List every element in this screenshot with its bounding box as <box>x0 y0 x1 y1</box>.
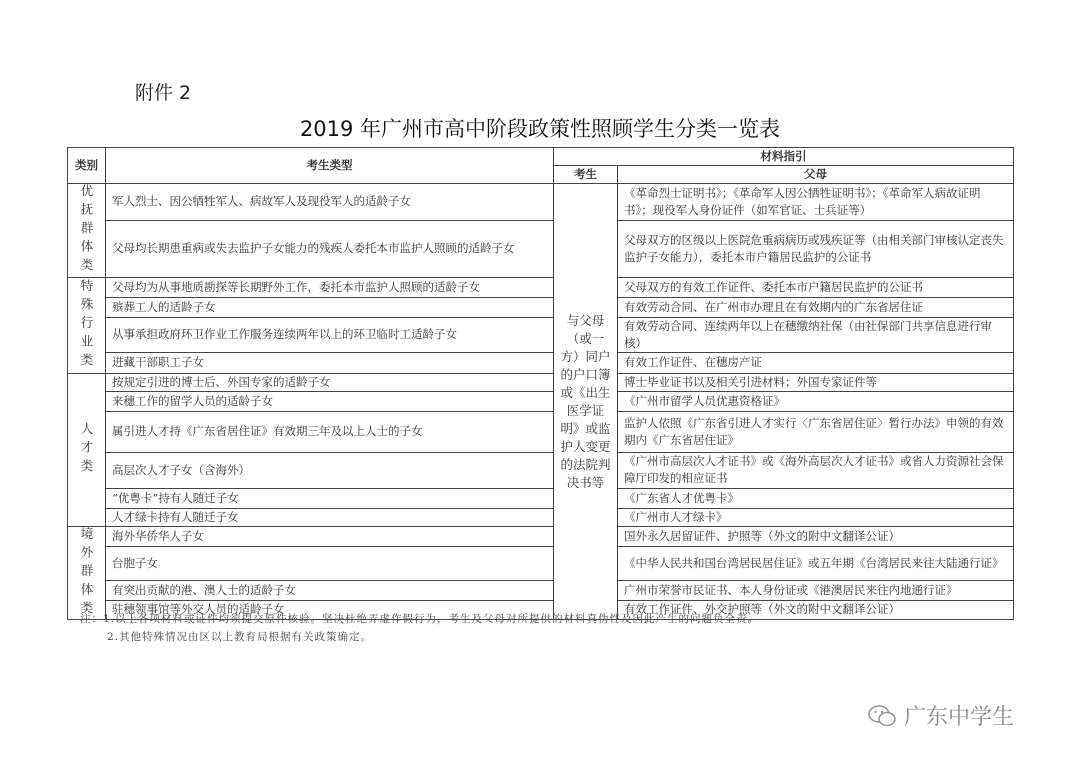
student-type-cell: 有突出贡献的港、澳人士的适龄子女 <box>106 580 554 600</box>
parent-materials-cell: 有效工作证件、在穗房产证 <box>618 352 1014 373</box>
parent-materials-cell: 有效劳动合同、连续两年以上在穗缴纳社保（由社保部门共享信息进行审核） <box>618 317 1014 352</box>
header-student: 考生 <box>554 166 618 184</box>
parent-materials-cell: 博士毕业证书以及相关引进材料；外国专家证件等 <box>618 373 1014 391</box>
table-row <box>68 411 1014 452</box>
student-type-cell: 父母均长期患重病或失去监护子女能力的残疾人委托本市监护人照顾的适龄子女 <box>106 220 554 277</box>
table-row <box>68 488 1014 508</box>
parent-materials-cell: 父母双方的有效工作证件、委托本市户籍居民监护的公证书 <box>618 277 1014 297</box>
table-row <box>68 526 1014 546</box>
student-type-cell: 按规定引进的博士后、外国专家的适龄子女 <box>106 373 554 391</box>
watermark-text: 广东中学生 <box>904 705 1015 730</box>
student-type-cell: 属引进人才持《广东省居住证》有效期三年及以上人士的子女 <box>106 411 554 452</box>
parent-materials-cell: 《中华人民共和国台湾居民居住证》或五年期《台湾居民来往大陆通行证》 <box>618 546 1014 580</box>
header-student-type: 考生类型 <box>106 148 554 184</box>
parent-materials-cell: 《广东省人才优粤卡》 <box>618 488 1014 508</box>
student-type-cell: 从事承担政府环卫作业工作服务连续两年以上的环卫临时工适龄子女 <box>106 317 554 352</box>
note-2: 2.其他特殊情况由区以上教育局根据有关政策确定。 <box>107 631 373 643</box>
parent-materials-cell: 《广州市人才绿卡》 <box>618 508 1014 526</box>
attachment-label: 附件 2 <box>135 82 192 104</box>
student-type-cell: 来穗工作的留学人员的适龄子女 <box>106 391 554 411</box>
student-type-cell: “优粤卡”持有人随迁子女 <box>106 488 554 508</box>
parent-materials-cell: 国外永久居留证件、护照等（外文的附中文翻译公证） <box>618 526 1014 546</box>
table-row <box>68 508 1014 526</box>
table-row <box>68 184 1014 221</box>
policy-table <box>67 147 1014 620</box>
header-parents: 父母 <box>618 166 1014 184</box>
table-row <box>68 580 1014 600</box>
parent-materials-cell: 父母双方的区级以上医院危重病病历或残疾证等（由相关部门审核认定丧失监护子女能力），委托本市户籍居民监护的公证书 <box>618 220 1014 277</box>
note-1: 注：1.以上各项材料或证件均须提交原件核验。坚决杜绝弄虚作假行为，考生及父母对所提供的材料真伪性及因此产生的问题负全责。 <box>80 613 760 625</box>
student-type-cell: 父母均为从事地质勘探等长期野外工作，委托本市监护人照顾的适龄子女 <box>106 277 554 297</box>
document-title: 2019 年广州市高中阶段政策性照顾学生分类一览表 <box>299 117 781 141</box>
table-row <box>68 352 1014 373</box>
student-type-cell: 驻穗领事馆等外交人员的适龄子女 <box>106 600 554 619</box>
parent-materials-cell: 有效劳动合同、在广州市办理且在有效期内的广东省居住证 <box>618 297 1014 317</box>
parent-materials-cell: 《广州市留学人员优惠资格证》 <box>618 391 1014 411</box>
category-cell: 境外群体类 <box>68 526 106 620</box>
parent-materials-cell: 《革命烈士证明书》；《革命军人因公牺牲证明书》；《革命军人病故证明书》；现役军人身份证件（如军官证、士兵证等） <box>618 184 1014 221</box>
wechat-icon <box>868 704 898 728</box>
table-row <box>68 546 1014 580</box>
parent-materials-cell: 广州市荣誉市民证书、本人身份证或《港澳居民来往内地通行证》 <box>618 580 1014 600</box>
student-materials-cell: 与父母（或一方）同户的户口簿或《出生医学证明》或监护人变更的法院判决书等 <box>554 184 618 620</box>
table-row <box>68 297 1014 317</box>
table-row <box>68 220 1014 277</box>
table-row <box>68 317 1014 352</box>
table-row <box>68 391 1014 411</box>
watermark <box>868 700 1014 731</box>
notes <box>80 610 759 646</box>
student-type-cell: 殡葬工人的适龄子女 <box>106 297 554 317</box>
student-type-cell: 进藏干部职工子女 <box>106 352 554 373</box>
student-type-cell: 军人烈士、因公牺牲军人、病故军人及现役军人的适龄子女 <box>106 184 554 221</box>
table-row <box>68 373 1014 391</box>
student-type-cell: 海外华侨华人子女 <box>106 526 554 546</box>
student-type-cell: 高层次人才子女（含海外） <box>106 452 554 488</box>
student-type-cell: 台胞子女 <box>106 546 554 580</box>
category-cell: 优抚群体类 <box>68 184 106 278</box>
table-row <box>68 452 1014 488</box>
student-type-cell: 人才绿卡持有人随迁子女 <box>106 508 554 526</box>
category-cell: 人才类 <box>68 373 106 526</box>
header-materials: 材料指引 <box>554 148 1014 166</box>
parent-materials-cell: 监护人依照《广东省引进人才实行〈广东省居住证〉暂行办法》申领的有效期内《广东省居住证》 <box>618 411 1014 452</box>
header-category: 类别 <box>68 148 106 184</box>
parent-materials-cell: 有效工作证件、外交护照等（外文的附中文翻译公证） <box>618 600 1014 619</box>
category-cell: 特殊行业类 <box>68 277 106 373</box>
parent-materials-cell: 《广州市高层次人才证书》或《海外高层次人才证书》或省人力资源社会保障厅印发的相应证书 <box>618 452 1014 488</box>
table-row <box>68 277 1014 297</box>
